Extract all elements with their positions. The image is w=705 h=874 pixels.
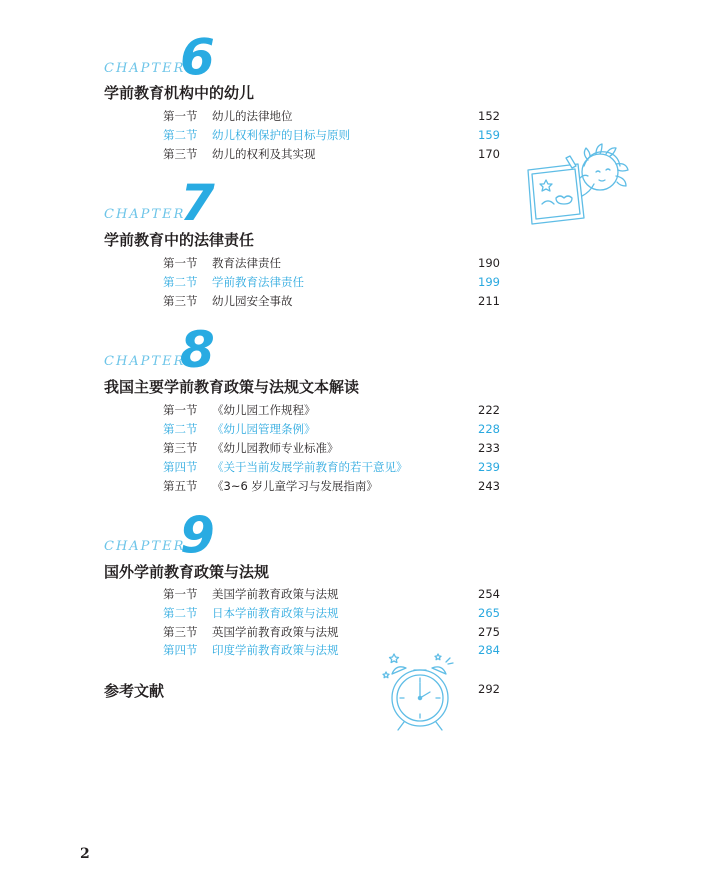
section-number: 第四节: [163, 643, 198, 657]
chapter-7-title: 学前教育中的法律责任: [104, 231, 255, 249]
section-title: 教育法律责任: [212, 256, 281, 270]
toc-row[interactable]: [163, 145, 500, 163]
section-number: 第二节: [163, 606, 198, 620]
toc-row[interactable]: [163, 401, 500, 419]
section-number: 第三节: [163, 441, 198, 455]
section-title: 美国学前教育政策与法规: [212, 587, 339, 601]
toc-row[interactable]: [163, 254, 500, 272]
toc-row[interactable]: [163, 439, 500, 457]
section-page: 243: [478, 479, 500, 493]
section-page: 170: [478, 147, 500, 161]
child-with-drawing-board-icon: [522, 138, 634, 230]
toc-row[interactable]: [163, 107, 500, 125]
section-title: 幼儿的法律地位: [212, 109, 293, 123]
chapter-8-title: 我国主要学前教育政策与法规文本解读: [104, 378, 360, 396]
section-number: 第三节: [163, 147, 198, 161]
section-page: 199: [478, 275, 500, 289]
section-number: 第一节: [163, 403, 198, 417]
section-title: 《关于当前发展学前教育的若干意见》: [212, 460, 408, 474]
toc-row[interactable]: [163, 420, 500, 438]
chapter-number: 6: [180, 28, 215, 86]
chapter-label: CHAPTER: [104, 207, 186, 222]
section-page: 265: [478, 606, 500, 620]
section-title: 幼儿的权利及其实现: [212, 147, 316, 161]
section-page: 152: [478, 109, 500, 123]
toc-row[interactable]: [163, 623, 500, 641]
section-title: 《幼儿园教师专业标准》: [212, 441, 339, 455]
section-title: 学前教育法律责任: [212, 275, 304, 289]
section-title: 《幼儿园工作规程》: [212, 403, 316, 417]
chapter-label: CHAPTER: [104, 539, 186, 554]
toc-row[interactable]: [163, 273, 500, 291]
section-page: 190: [478, 256, 500, 270]
section-number: 第三节: [163, 294, 198, 308]
section-number: 第二节: [163, 422, 198, 436]
chapter-label: CHAPTER: [104, 61, 186, 76]
references-title[interactable]: 参考文献: [104, 682, 165, 700]
chapter-label: CHAPTER: [104, 354, 186, 369]
section-page: 211: [478, 294, 500, 308]
toc-row[interactable]: [163, 585, 500, 603]
chapter-number: 9: [180, 506, 215, 564]
section-page: 222: [478, 403, 500, 417]
section-number: 第二节: [163, 275, 198, 289]
chapter-number: 7: [180, 174, 215, 232]
section-number: 第五节: [163, 479, 198, 493]
toc-row[interactable]: [163, 292, 500, 310]
section-page: 228: [478, 422, 500, 436]
section-number: 第一节: [163, 256, 198, 270]
section-title: 《3~6 岁儿童学习与发展指南》: [212, 479, 378, 493]
section-title: 英国学前教育政策与法规: [212, 625, 339, 639]
section-number: 第一节: [163, 587, 198, 601]
toc-row[interactable]: [163, 458, 500, 476]
section-title: 日本学前教育政策与法规: [212, 606, 339, 620]
section-number: 第三节: [163, 625, 198, 639]
section-number: 第四节: [163, 460, 198, 474]
section-title: 幼儿权利保护的目标与原则: [212, 128, 350, 142]
section-page: 284: [478, 643, 500, 657]
alarm-clock-icon: [378, 650, 460, 736]
section-number: 第一节: [163, 109, 198, 123]
section-title: 幼儿园安全事故: [212, 294, 293, 308]
section-title: 印度学前教育政策与法规: [212, 643, 339, 657]
toc-row[interactable]: [163, 604, 500, 622]
section-page: 254: [478, 587, 500, 601]
page-number: 2: [80, 846, 90, 862]
section-page: 233: [478, 441, 500, 455]
section-page: 159: [478, 128, 500, 142]
section-number: 第二节: [163, 128, 198, 142]
section-page: 275: [478, 625, 500, 639]
section-title: 《幼儿园管理条例》: [212, 422, 316, 436]
chapter-6-title: 学前教育机构中的幼儿: [104, 84, 255, 102]
chapter-9-title: 国外学前教育政策与法规: [104, 563, 270, 581]
section-page: 239: [478, 460, 500, 474]
chapter-number: 8: [180, 321, 215, 379]
references-page: 292: [478, 682, 500, 696]
toc-row[interactable]: [163, 126, 500, 144]
toc-row[interactable]: [163, 477, 500, 495]
